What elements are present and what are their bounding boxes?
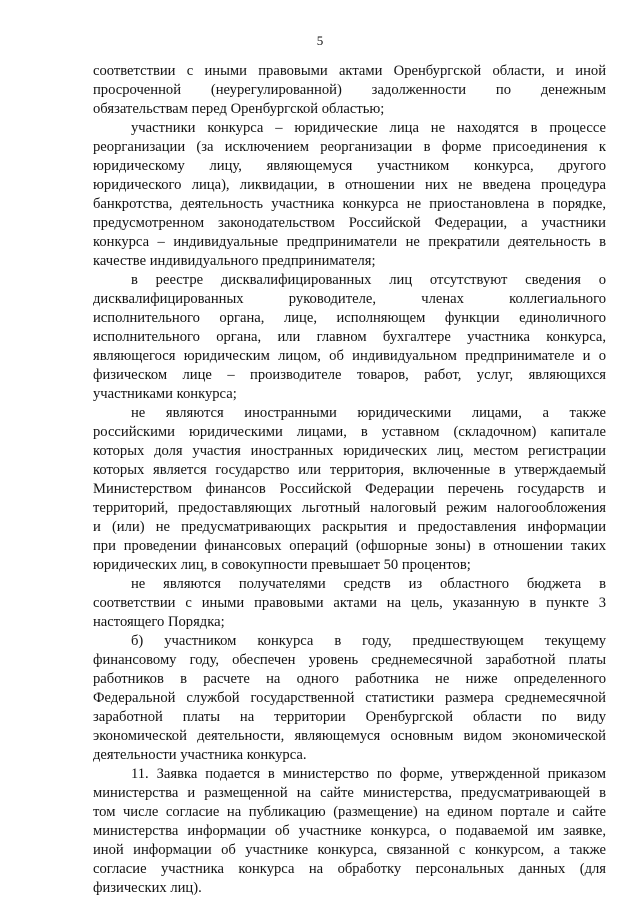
- text-line: не являются получателями средств из областного бюджета в: [131, 576, 606, 592]
- text-line: финансовому году, обеспечен уровень среднемесячной заработной платы: [93, 652, 606, 668]
- text-line: иной информации об участнике конкурса, связанной с конкурсом, а также: [93, 842, 606, 858]
- text-line: дисквалифицированных руководителе, членах коллегиального: [93, 291, 606, 307]
- text-line: территорий, предоставляющих льготный налоговый режим налогообложения: [93, 500, 606, 516]
- text-line: экономической деятельности, являющемуся основным видом экономической: [93, 728, 606, 744]
- paragraph-disqualified-registry: [93, 271, 606, 404]
- text-line: реорганизации (за исключением реорганизации в форме присоединения к: [93, 139, 606, 155]
- text-line: предусмотренном законодательством Российской Федерации, а участники: [93, 215, 606, 231]
- paragraph-budget-recipients: [93, 575, 606, 632]
- text-line: том числе согласие на публикацию (размещение) на едином портале и сайте: [93, 804, 606, 820]
- text-line: заработной платы на территории Оренбургской области по виду: [93, 709, 606, 725]
- text-line: физических лиц).: [93, 880, 202, 896]
- text-line: 11. Заявка подается в министерство по форме, утвержденной приказом: [131, 766, 606, 782]
- text-line: согласие участника конкурса на обработку персональных данных (для: [93, 861, 606, 877]
- text-line: являющегося юридическим лицом, об индивидуальном предпринимателе и о: [93, 348, 606, 364]
- text-line: работников в расчете на одного работника не ниже определенного: [93, 671, 606, 687]
- text-line: просроченной (неурегулированной) задолженности по денежным: [93, 82, 606, 98]
- paragraph-reorganization: [93, 119, 606, 271]
- text-line: которых является государство или территория, включенные в утверждаемый: [93, 462, 606, 478]
- text-line: соответствии с иными правовыми актами на цель, указанную в пункте 3: [93, 595, 606, 611]
- paragraph-foreign-entities: [93, 404, 606, 575]
- text-line: не являются иностранными юридическими лицами, а также: [131, 405, 606, 421]
- text-line: юридических лиц, в совокупности превышает 50 процентов;: [93, 557, 471, 573]
- paragraph-application-submission: [93, 765, 606, 898]
- text-line: которых доля участия иностранных юридических лиц, местом регистрации: [93, 443, 606, 459]
- text-line: и (или) не предусматривающих раскрытия и предоставления информации: [93, 519, 606, 535]
- text-line: участники конкурса – юридические лица не находятся в процессе: [131, 120, 606, 136]
- text-line: обязательствам перед Оренбургской областью;: [93, 101, 385, 117]
- text-line: в реестре дисквалифицированных лиц отсутствуют сведения о: [131, 272, 606, 288]
- text-line: банкротства, деятельность участника конкурса не приостановлена в порядке,: [93, 196, 606, 212]
- text-line: участниками конкурса;: [93, 386, 237, 402]
- text-line: настоящего Порядка;: [93, 614, 225, 630]
- text-line: Федеральной службой государственной статистики размера среднемесячной: [93, 690, 606, 706]
- text-line: физическом лице – производителе товаров, работ, услуг, являющихся: [93, 367, 606, 383]
- text-line: качестве индивидуального предпринимателя;: [93, 253, 376, 269]
- paragraph-average-wage: [93, 632, 606, 765]
- text-line: юридического лица), ликвидации, в отношении них не введена процедура: [93, 177, 606, 193]
- text-line: соответствии с иными правовыми актами Оренбургской области, и иной: [93, 63, 606, 79]
- text-line: деятельности участника конкурса.: [93, 747, 307, 763]
- text-line: российскими юридическими лицами, в уставном (складочном) капитале: [93, 424, 606, 440]
- text-line: министерства информации об участнике конкурса, о подаваемой им заявке,: [93, 823, 606, 839]
- text-line: исполнительного органа, или главном бухгалтере участника конкурса,: [93, 329, 606, 345]
- document-body: [93, 62, 606, 898]
- text-line: б) участником конкурса в году, предшествующем текущему: [131, 633, 606, 649]
- text-line: министерства и размещенной на сайте министерства, предусматривающей в: [93, 785, 606, 801]
- paragraph-debt-obligations: [93, 62, 606, 119]
- text-line: юридическому лицу, являющемуся участником конкурса, другого: [93, 158, 606, 174]
- text-line: исполнительного органа, лице, исполняющем функции единоличного: [93, 310, 606, 326]
- page-number: 5: [316, 33, 324, 48]
- text-line: Министерством финансов Российской Федерации перечень государств и: [93, 481, 606, 497]
- text-line: при проведении финансовых операций (офшорные зоны) в отношении таких: [93, 538, 606, 554]
- text-line: конкурса – индивидуальные предприниматели не прекратили деятельность в: [93, 234, 606, 250]
